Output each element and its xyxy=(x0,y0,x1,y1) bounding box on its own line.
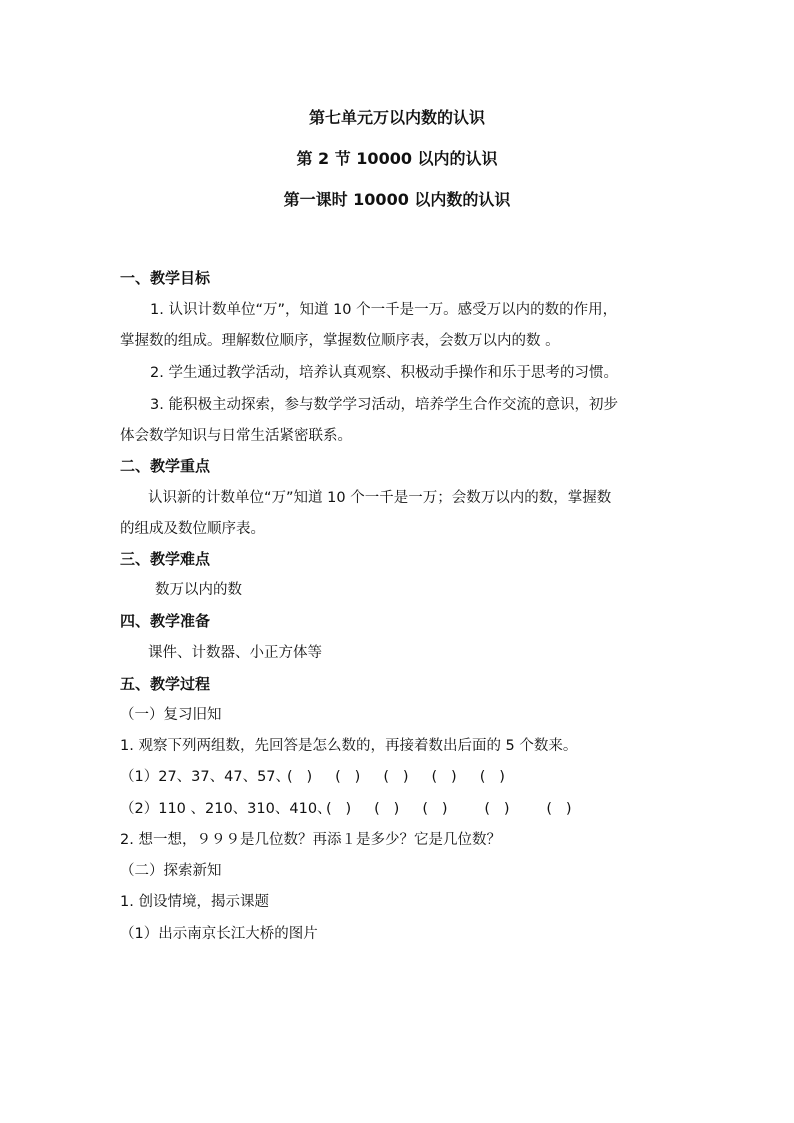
goal-item-2: 2. 学生通过教学活动，培养认真观察、积极动手操作和乐于思考的习惯。 xyxy=(150,365,618,381)
review-question-2: 2. 想一想，９９９是几位数？再添１是多少？它是几位数？ xyxy=(120,832,501,848)
explore-heading: （二）探索新知 xyxy=(120,863,222,879)
sequence-2-prefix: （2）110 、210、310、410、 xyxy=(120,801,332,817)
lesson-title: 第一课时 10000 以内数的认识 xyxy=(283,190,511,209)
review-heading: （一）复习旧知 xyxy=(120,707,222,723)
sequence-1-prefix: （1）27、37、47、57、 xyxy=(120,769,291,785)
key-points-line-2: 的组成及数位顺序表。 xyxy=(120,521,265,537)
key-points-heading: 二、教学重点 xyxy=(120,457,211,475)
key-points-line-1: 认识新的计数单位“万”知道 10 个一千是一万；会数万以内的数，掌握数 xyxy=(148,490,612,506)
section-title: 第 2 节 10000 以内的认识 xyxy=(296,149,498,168)
preparation-text: 课件、计数器、小正方体等 xyxy=(148,645,322,661)
sequence-2-blanks: ( ) ( ) ( ) ( ) ( ) xyxy=(326,801,572,817)
process-heading: 五、教学过程 xyxy=(120,675,211,693)
difficulties-heading: 三、教学难点 xyxy=(120,550,211,568)
sequence-1-blanks: ( ) ( ) ( ) ( ) ( ) xyxy=(287,769,505,785)
explore-step-1-1: （1）出示南京长江大桥的图片 xyxy=(120,926,318,942)
goal-item-1-line-1: 1. 认识计数单位“万”，知道 10 个一千是一万。感受万以内的数的作用， xyxy=(150,302,618,318)
explore-step-1: 1. 创设情境，揭示课题 xyxy=(120,894,269,910)
goal-item-3-line-1: 3. 能积极主动探索，参与数学学习活动，培养学生合作交流的意识，初步 xyxy=(150,397,618,413)
goal-item-1-line-2: 掌握数的组成。理解数位顺序，掌握数位顺序表，会数万以内的数 。 xyxy=(120,333,560,349)
review-question-1: 1. 观察下列两组数，先回答是怎么数的，再接着数出后面的 5 个数来。 xyxy=(120,738,578,754)
preparation-heading: 四、教学准备 xyxy=(120,612,211,630)
difficulties-text: 数万以内的数 xyxy=(155,582,242,598)
goal-item-3-line-2: 体会数学知识与日常生活紧密联系。 xyxy=(120,428,352,444)
unit-title: 第七单元万以内数的认识 xyxy=(308,108,485,127)
goals-heading: 一、教学目标 xyxy=(120,269,211,287)
